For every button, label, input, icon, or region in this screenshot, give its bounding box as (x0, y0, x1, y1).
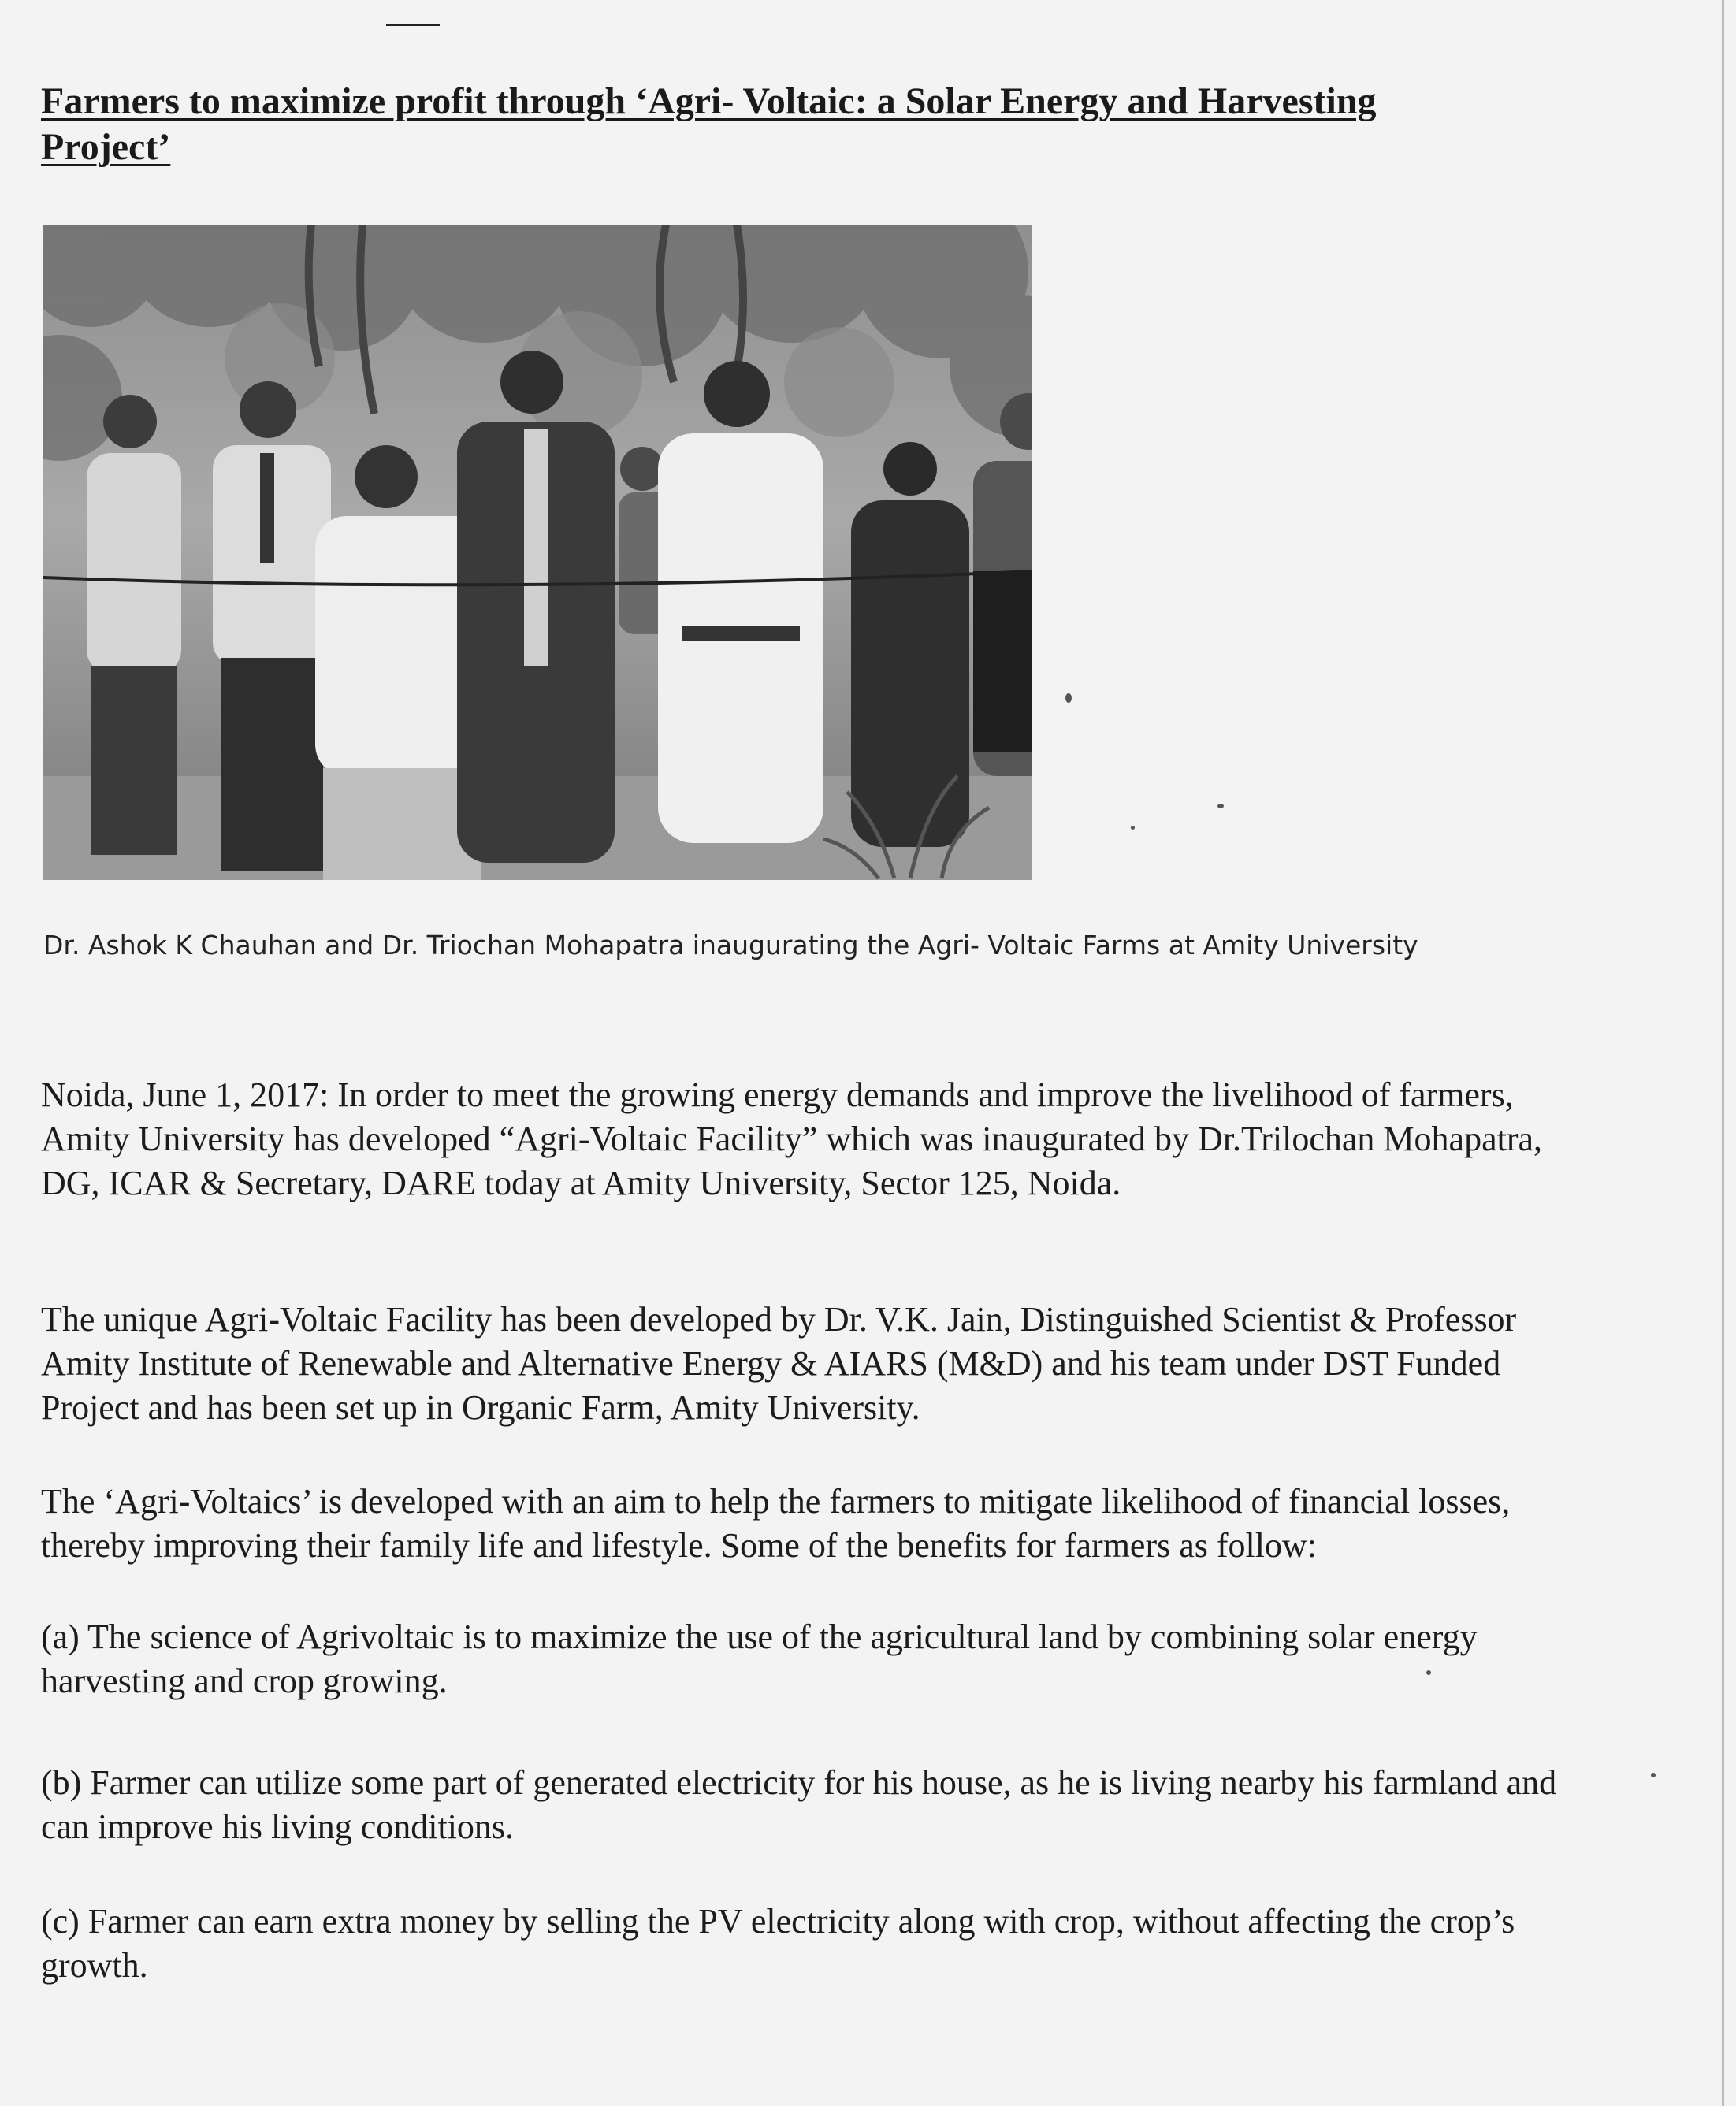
scan-speck (1426, 1670, 1431, 1675)
scan-edge (1722, 0, 1724, 2106)
benefit-b: (b) Farmer can utilize some part of generated electricity for his house, as he is living nearby his farmland and can improve his living conditions. (41, 1763, 1557, 1846)
inauguration-photo (43, 225, 1032, 880)
scan-speck (1131, 826, 1135, 830)
paragraph-intro: Noida, June 1, 2017: In order to meet the growing energy demands and improve the livelihood of farmers, Amity University has developed “Agri-Voltaic Facility” which was inaugurated by Dr.Trilochan Mohapatra, DG, ICAR & Secretary, DARE today at Amity University, Sector 125, Noida. (41, 1075, 1543, 1202)
scan-speck (1065, 693, 1072, 703)
scan-speck (1651, 1773, 1656, 1777)
paragraph-facility: The unique Agri-Voltaic Facility has been developed by Dr. V.K. Jain, Distinguished Scientist & Professor Amity Institute of Renewable and Alternative Energy & AIARS (M&D) and his team under DST Funded Project and has been set up in Organic Farm, Amity University. (41, 1300, 1517, 1427)
scan-speck (1217, 804, 1224, 808)
article-title: Farmers to maximize profit through ‘Agri- Voltaic: a Solar Energy and Harvesting Project’ (41, 80, 1377, 168)
paragraph-aim: The ‘Agri-Voltaics’ is developed with an aim to help the farmers to mitigate likelihood of financial losses, thereby improving their family life and lifestyle. Some of the benefits for farmers as follow: (41, 1482, 1511, 1565)
benefit-c: (c) Farmer can earn extra money by selling the PV electricity along with crop, without affecting the crop’s growth. (41, 1902, 1515, 1985)
benefit-a: (a) The science of Agrivoltaic is to maximize the use of the agricultural land by combining solar energy harvesting and crop growing. (41, 1618, 1478, 1700)
photo-caption: Dr. Ashok K Chauhan and Dr. Triochan Mohapatra inaugurating the Agri- Voltaic Farms at Amity University (43, 930, 1418, 960)
top-rule (386, 24, 440, 26)
